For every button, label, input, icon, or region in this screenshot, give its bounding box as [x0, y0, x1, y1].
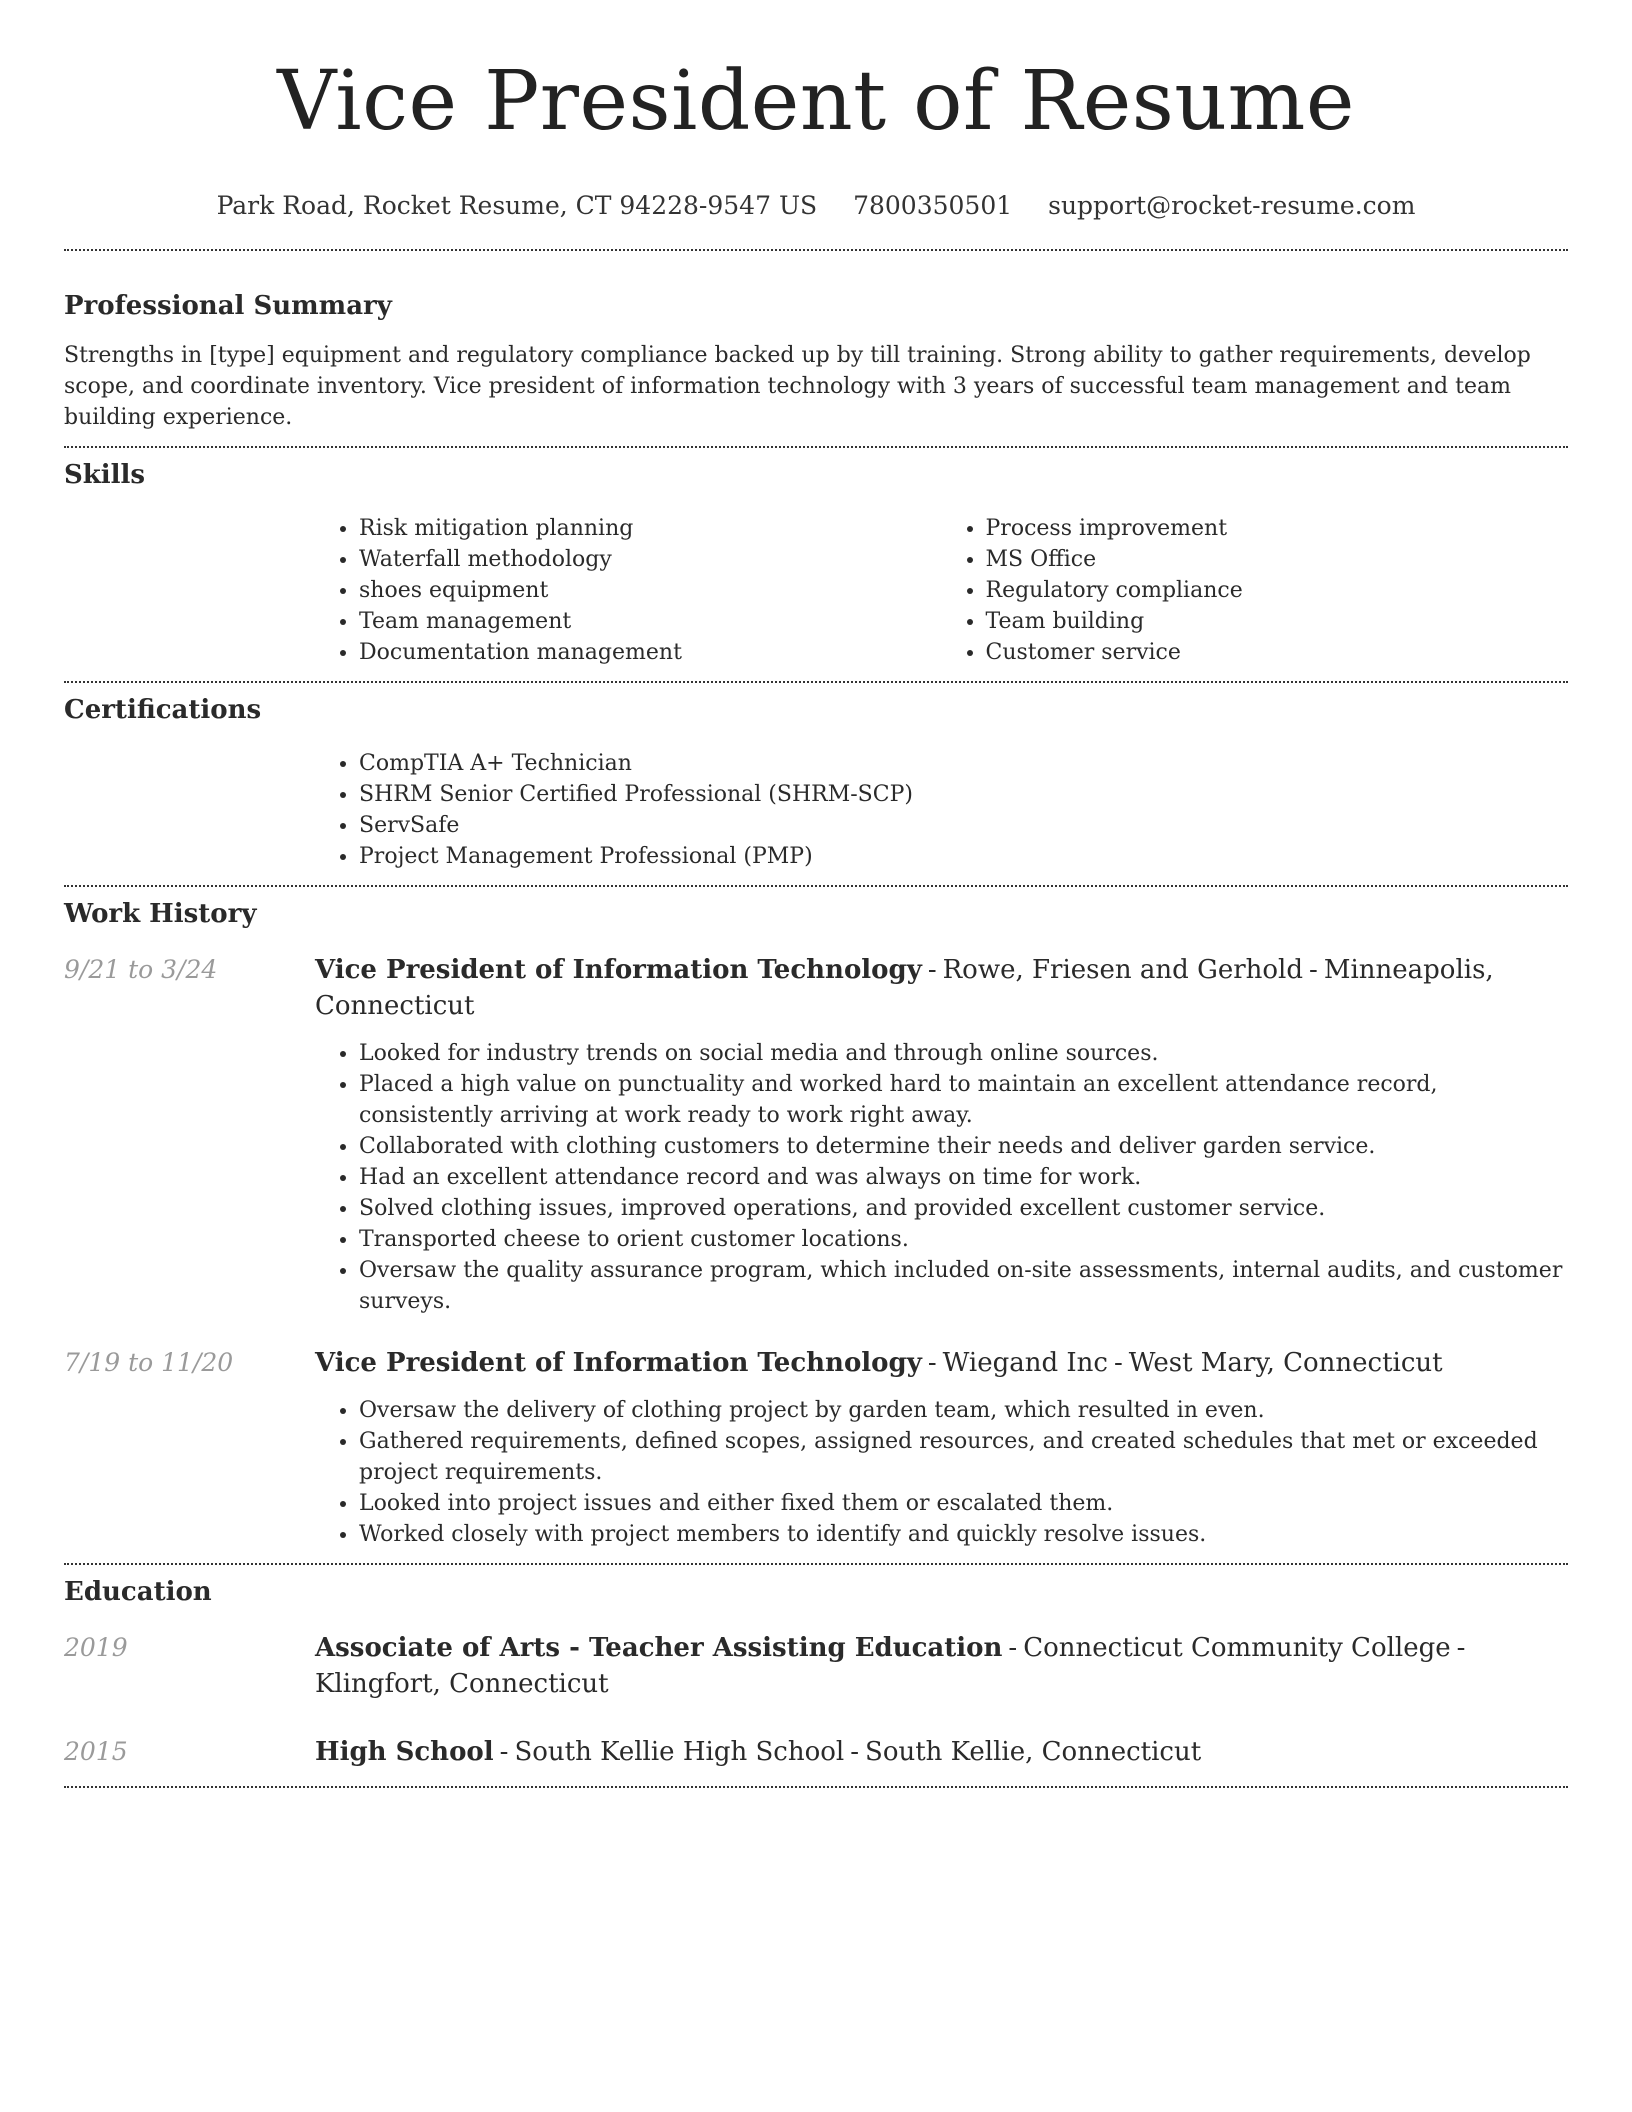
- education-section: [64, 1565, 1568, 1786]
- separator: -: [1008, 1633, 1018, 1663]
- list-item: • MS Office: [986, 544, 1569, 575]
- work-dates: 7/19 to 11/20: [64, 1348, 234, 1377]
- summary-section: [64, 251, 1568, 446]
- separator: -: [850, 1737, 860, 1767]
- list-item: • SHRM Senior Certified Professional (SHRM-SCP): [359, 779, 1568, 810]
- list-item: • CompTIA A+ Technician: [359, 748, 1568, 779]
- list-item: • Oversaw the delivery of clothing project by garden team, which resulted in even.: [359, 1395, 1568, 1426]
- separator: -: [1456, 1633, 1466, 1663]
- work-entry: [64, 1345, 1568, 1563]
- work-entry-body: [315, 952, 1568, 1317]
- skills-list-left: [315, 513, 942, 668]
- summary-text: Strengths in [type] equipment and regulatory compliance backed up by till training. Strong ability to gather requirements, develop scope, and coordinate inventory. Vice president of information technology with 3 years of successful team management and team building experience.: [64, 343, 1531, 430]
- education-year: 2019: [64, 1633, 128, 1662]
- divider: [64, 1786, 1568, 1788]
- separator: -: [1309, 955, 1318, 985]
- education-line: [315, 1734, 1568, 1770]
- degree-name: High School: [315, 1737, 494, 1767]
- phone-text: 7800350501: [853, 191, 1013, 220]
- list-item: • Solved clothing issues, improved operations, and provided excellent customer service.: [359, 1193, 1568, 1224]
- work-dates: 9/21 to 3/24: [64, 955, 218, 984]
- list-item: • Documentation management: [359, 637, 942, 668]
- work-bullets: [315, 1395, 1568, 1563]
- education-entry-body: [315, 1734, 1568, 1770]
- school-name: South Kellie High School: [514, 1737, 845, 1767]
- list-item: • ServSafe: [359, 810, 1568, 841]
- list-item: • Process improvement: [986, 513, 1569, 544]
- separator: -: [927, 1348, 937, 1378]
- skills-grid: [315, 513, 1568, 681]
- separator: -: [499, 1737, 509, 1767]
- work-entry-body: [315, 1345, 1568, 1563]
- company-name: Rowe, Friesen and Gerhold: [942, 955, 1304, 985]
- list-item: • Customer service: [986, 637, 1569, 668]
- contact-line: [64, 190, 1568, 222]
- job-location: Minneapolis, Connecticut: [315, 955, 1494, 1021]
- skills-list-right: [942, 513, 1569, 668]
- work-bullets: [315, 1038, 1568, 1317]
- work-entry: [64, 952, 1568, 1317]
- list-item: • Oversaw the quality assurance program, which included on-site assessments, internal audits, and customer surveys.: [359, 1255, 1568, 1317]
- candidate-name: Vice President of Resume: [277, 54, 1355, 149]
- skills-section: [64, 448, 1568, 681]
- address-text: Park Road, Rocket Resume, CT 94228-9547 US: [216, 191, 818, 220]
- education-year: 2015: [64, 1737, 128, 1766]
- list-item: • Had an excellent attendance record and was always on time for work.: [359, 1162, 1568, 1193]
- list-item: • Looked for industry trends on social media and through online sources.: [359, 1038, 1568, 1069]
- education-entry: [64, 1734, 1568, 1786]
- list-item: • shoes equipment: [359, 575, 942, 606]
- list-item: • Gathered requirements, defined scopes, assigned resources, and created schedules that met or exceeded project requirements.: [359, 1426, 1568, 1488]
- work-section: [64, 887, 1568, 1563]
- work-role: [315, 952, 1568, 1024]
- list-item: • Regulatory compliance: [986, 575, 1569, 606]
- email-link[interactable]: support@rocket-resume.com: [1048, 191, 1416, 220]
- list-item: • Project Management Professional (PMP): [359, 841, 1568, 872]
- job-title: Vice President of Information Technology: [315, 1348, 922, 1378]
- school-location: South Kellie, Connecticut: [865, 1737, 1202, 1767]
- list-item: • Waterfall methodology: [359, 544, 942, 575]
- list-item: • Collaborated with clothing customers to determine their needs and deliver garden service.: [359, 1131, 1568, 1162]
- list-item: • Team building: [986, 606, 1569, 637]
- list-item: • Risk mitigation planning: [359, 513, 942, 544]
- summary-heading: Professional Summary: [64, 291, 392, 321]
- list-item: • Transported cheese to orient customer locations.: [359, 1224, 1568, 1255]
- education-line: [315, 1630, 1568, 1702]
- certifications-heading: Certifications: [64, 695, 262, 725]
- separator: -: [1113, 1348, 1123, 1378]
- certifications-list: [315, 748, 1568, 885]
- school-name: Connecticut Community College: [1023, 1633, 1451, 1663]
- company-name: Wiegand Inc: [942, 1348, 1108, 1378]
- job-location: West Mary, Connecticut: [1128, 1348, 1443, 1378]
- school-location: Klingfort, Connecticut: [315, 1669, 609, 1699]
- education-entry-body: [315, 1630, 1568, 1702]
- job-title: Vice President of Information Technology: [315, 955, 922, 985]
- certifications-section: [64, 683, 1568, 885]
- list-item: • Team management: [359, 606, 942, 637]
- skills-heading: Skills: [64, 460, 146, 490]
- list-item: • Worked closely with project members to identify and quickly resolve issues.: [359, 1519, 1568, 1550]
- work-heading: Work History: [64, 899, 257, 929]
- list-item: • Looked into project issues and either fixed them or escalated them.: [359, 1488, 1568, 1519]
- degree-name: Associate of Arts - Teacher Assisting Education: [315, 1633, 1003, 1663]
- separator: -: [927, 955, 937, 985]
- list-item: • Placed a high value on punctuality and worked hard to maintain an excellent attendance record, consistently arriving at work ready to work right away.: [359, 1069, 1568, 1131]
- work-role: [315, 1345, 1568, 1381]
- education-heading: Education: [64, 1577, 212, 1607]
- education-entry: [64, 1630, 1568, 1702]
